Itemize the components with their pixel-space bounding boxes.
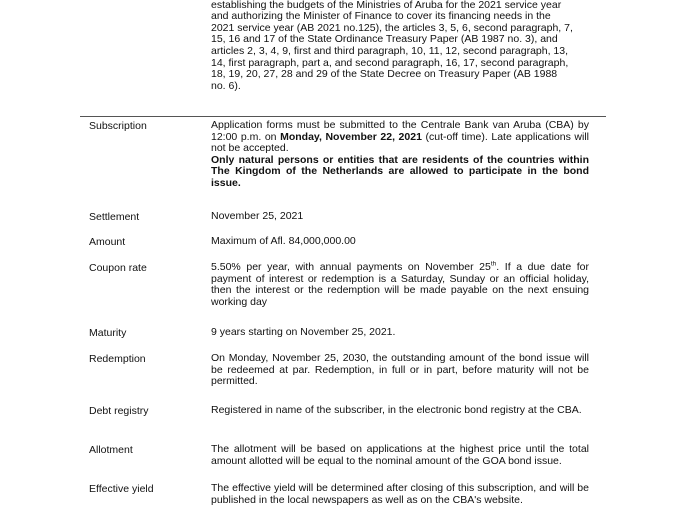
section-divider xyxy=(80,116,606,117)
subscription-deadline: Monday, November 22, 2021 xyxy=(280,130,422,143)
legal-basis-line: 15, 16 and 17 of the State Ordinance Treasury Paper (AB 1987 no. 3), and xyxy=(211,33,558,46)
coupon-rate-label: Coupon rate xyxy=(89,262,147,274)
debt-registry-value: Registered in name of the subscriber, in the electronic bond registry at the CBA. xyxy=(211,404,582,416)
amount-value: Maximum of Afl. 84,000,000.00 xyxy=(211,235,356,247)
legal-basis-line: articles 2, 3, 4, 9, first and third paragraph, 10, 11, 12, second paragraph, 13, xyxy=(211,44,569,57)
legal-basis-line: and authorizing the Minister of Finance to cover its financing needs in the xyxy=(211,10,551,23)
legal-basis-line: 2021 service year (AB 2021 no.125), the articles 3, 5, 6, second paragraph, 7, xyxy=(211,21,573,34)
debt-registry-label: Debt registry xyxy=(89,405,149,417)
legal-basis-text xyxy=(211,0,589,92)
maturity-value: 9 years starting on November 25, 2021. xyxy=(211,326,396,338)
legal-basis-line: 18, 19, 20, 27, 28 and 29 of the State Decree on Treasury Paper (AB 1988 xyxy=(211,68,558,81)
coupon-rate-value: 5.50% per year, with annual payments on November 25th. If a due date for payment of interest or redemption is a Saturday, Sunday or an official holiday, then the interest or the redemption will be made payable on the next ensuing working day xyxy=(211,260,589,308)
legal-basis-line: establishing the budgets of the Ministries of Aruba for the 2021 service year xyxy=(211,0,562,11)
amount-label: Amount xyxy=(89,236,126,248)
subscription-value xyxy=(211,120,589,190)
allotment-value: The allotment will be based on applications at the highest price until the total amount allotted will be equal to the nominal amount of the GOA bond issue. xyxy=(211,443,589,467)
settlement-label: Settlement xyxy=(89,211,140,223)
effective-yield-value: The effective yield will be determined after closing of this subscription, and will be published in the local newspapers as well as on the CBA's website. xyxy=(211,482,589,506)
redemption-label: Redemption xyxy=(89,353,146,365)
legal-basis-line: no. 6). xyxy=(211,79,241,92)
residency-notice: Only natural persons or entities that are residents of the countries within The Kingdom of the Netherlands are allowed to participate in the bond issue. xyxy=(211,153,589,189)
effective-yield-label: Effective yield xyxy=(89,483,154,495)
subscription-text: Application forms must be submitted to the Centrale Bank van Aruba (CBA) by 12:00 p.m. on Monday, November 22, 2021 (cut-off time). Late applications will not be accepted. xyxy=(211,119,589,155)
redemption-value: On Monday, November 25, 2030, the outstanding amount of the bond issue will be redeemed at par. Redemption, in full or in part, before maturity will not be permitted. xyxy=(211,352,589,388)
allotment-label: Allotment xyxy=(89,444,133,456)
legal-basis-line: 14, first paragraph, part a, and second paragraph, 16, 17, second paragraph, xyxy=(211,56,569,69)
maturity-label: Maturity xyxy=(89,327,127,339)
subscription-label: Subscription xyxy=(89,120,147,132)
settlement-value: November 25, 2021 xyxy=(211,210,304,222)
